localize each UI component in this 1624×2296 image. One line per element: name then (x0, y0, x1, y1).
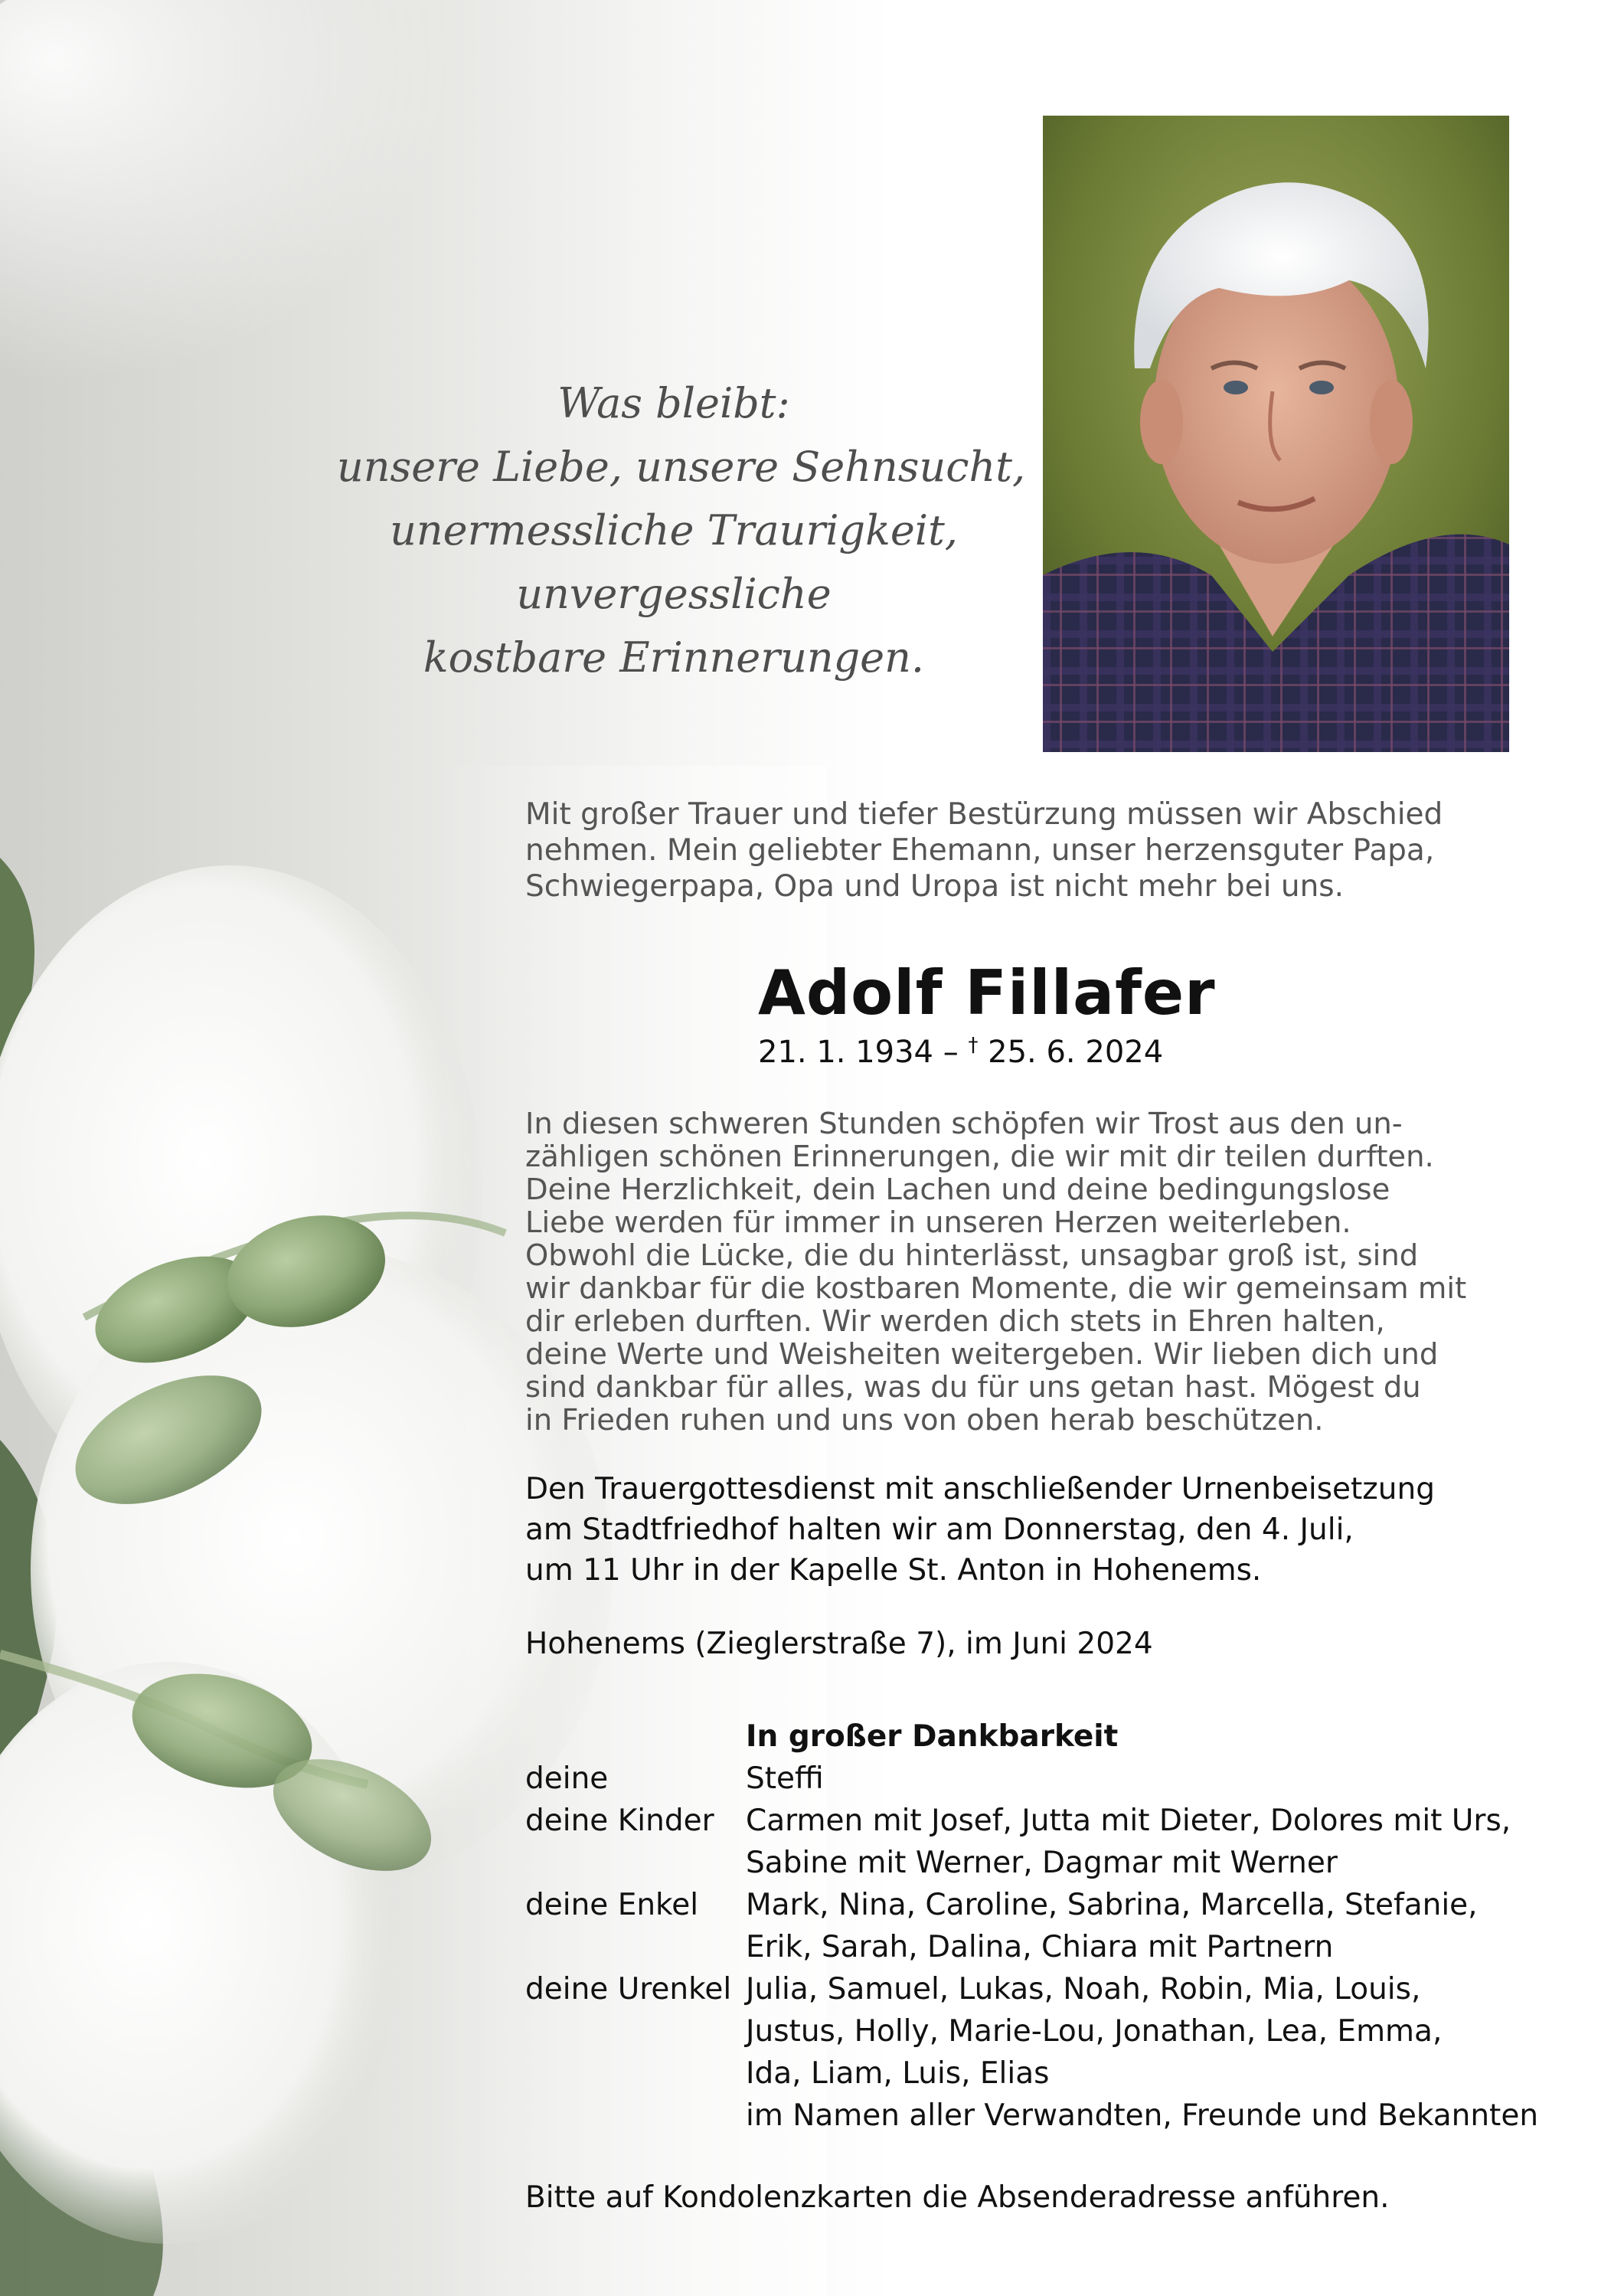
mourners-row (525, 1884, 1521, 1926)
mourners-row (525, 1758, 1521, 1800)
poem-line: unvergessliche (516, 570, 832, 618)
mourners-row (525, 2010, 1521, 2052)
intro-paragraph (525, 796, 1490, 904)
deceased-name: Adolf Fillafer (758, 957, 1216, 1029)
intro-line: nehmen. Mein geliebter Ehemann, unser herzensguter Papa, (525, 833, 1435, 868)
mourners-relation: deine Urenkel (525, 1972, 732, 2007)
cross-symbol: † (968, 1034, 979, 1057)
memorial-poem (337, 371, 1026, 689)
mourners-row (525, 2052, 1521, 2095)
mourners-names: Steffi (746, 1761, 824, 1796)
place-and-date: Hohenems (Zieglerstraße 7), im Juni 2024 (525, 1627, 1153, 1661)
mourners-relation (525, 1842, 746, 1884)
mourners-relation: deine Enkel (525, 1888, 699, 1922)
tribute-line: deine Werte und Weisheiten weitergeben. Wir lieben dich und (525, 1337, 1439, 1372)
intro-line: Schwiegerpapa, Opa und Uropa ist nicht mehr bei uns. (525, 869, 1345, 904)
mourners-names: Ida, Liam, Luis, Elias (746, 2056, 1050, 2091)
portrait-photo (1043, 116, 1509, 752)
funeral-service-info (525, 1469, 1490, 1591)
mourners-heading-row (525, 1715, 1521, 1758)
tribute-paragraph (525, 1107, 1490, 1437)
mourners-relation: deine (525, 1761, 609, 1796)
mourners-relation (525, 2052, 746, 2095)
mourners-row (525, 1800, 1521, 1842)
mourners-heading: In großer Dankbarkeit (746, 1719, 1119, 1754)
mourners-names: Mark, Nina, Caroline, Sabrina, Marcella, Stefanie, (746, 1888, 1478, 1922)
mourners-names: Justus, Holly, Marie-Lou, Jonathan, Lea, Emma, (746, 2014, 1443, 2049)
mourners-relation (525, 2095, 746, 2137)
service-line: um 11 Uhr in der Kapelle St. Anton in Hohenems. (525, 1553, 1262, 1588)
tribute-line: In diesen schweren Stunden schöpfen wir Trost aus den un- (525, 1107, 1403, 1141)
mourners-names: Julia, Samuel, Lukas, Noah, Robin, Mia, Louis, (746, 1972, 1421, 2007)
tribute-line: Liebe werden für immer in unseren Herzen weiterleben. (525, 1205, 1351, 1240)
mourners-list (525, 1715, 1539, 2137)
life-dates (758, 1034, 1163, 1070)
poem-line: unsere Liebe, unsere Sehnsucht, (337, 443, 1026, 491)
service-line: Den Trauergottesdienst mit anschließender Urnenbeisetzung (525, 1472, 1435, 1506)
mourners-names: Sabine mit Werner, Dagmar mit Werner (746, 1846, 1338, 1880)
tribute-line: zähligen schönen Erinnerungen, die wir mit dir teilen durften. (525, 1140, 1434, 1174)
intro-line: Mit großer Trauer und tiefer Bestürzung müssen wir Abschied (525, 797, 1443, 832)
tribute-line: sind dankbar für alles, was du für uns getan hast. Mögest du (525, 1370, 1421, 1405)
tribute-line: Obwohl die Lücke, die du hinterlässt, unsagbar groß ist, sind (525, 1238, 1419, 1273)
poem-line: Was bleibt: (557, 379, 790, 427)
mourners-names: im Namen aller Verwandten, Freunde und Bekannten (746, 2098, 1539, 2133)
tribute-line: dir erleben durften. Wir werden dich stets in Ehren halten, (525, 1304, 1385, 1339)
mourners-names: Carmen mit Josef, Jutta mit Dieter, Dolores mit Urs, (746, 1804, 1511, 1838)
mourners-relation (525, 1926, 746, 1968)
mourners-row (525, 1968, 1521, 2010)
death-date: 25. 6. 2024 (988, 1035, 1164, 1070)
condolence-note: Bitte auf Kondolenzkarten die Absenderadresse anführen. (525, 2180, 1390, 2215)
tribute-line: Deine Herzlichkeit, dein Lachen und deine bedingungslose (525, 1173, 1390, 1207)
mourners-row (525, 1842, 1521, 1884)
service-line: am Stadtfriedhof halten wir am Donnerstag, den 4. Juli, (525, 1513, 1354, 1547)
tribute-line: in Frieden ruhen und uns von oben herab beschützen. (525, 1403, 1324, 1437)
mourners-relation (525, 2010, 746, 2052)
mourners-relation: deine Kinder (525, 1804, 714, 1838)
poem-line: unermessliche Traurigkeit, (390, 506, 958, 554)
poem-line: kostbare Erinnerungen. (423, 633, 925, 682)
mourners-row (525, 2095, 1539, 2137)
tribute-line: wir dankbar für die kostbaren Momente, die wir gemeinsam mit (525, 1271, 1467, 1306)
birth-date: 21. 1. 1934 – (758, 1035, 959, 1070)
mourners-heading-spacer (525, 1715, 746, 1758)
mourners-row (525, 1926, 1521, 1968)
mourners-names: Erik, Sarah, Dalina, Chiara mit Partnern (746, 1930, 1334, 1964)
